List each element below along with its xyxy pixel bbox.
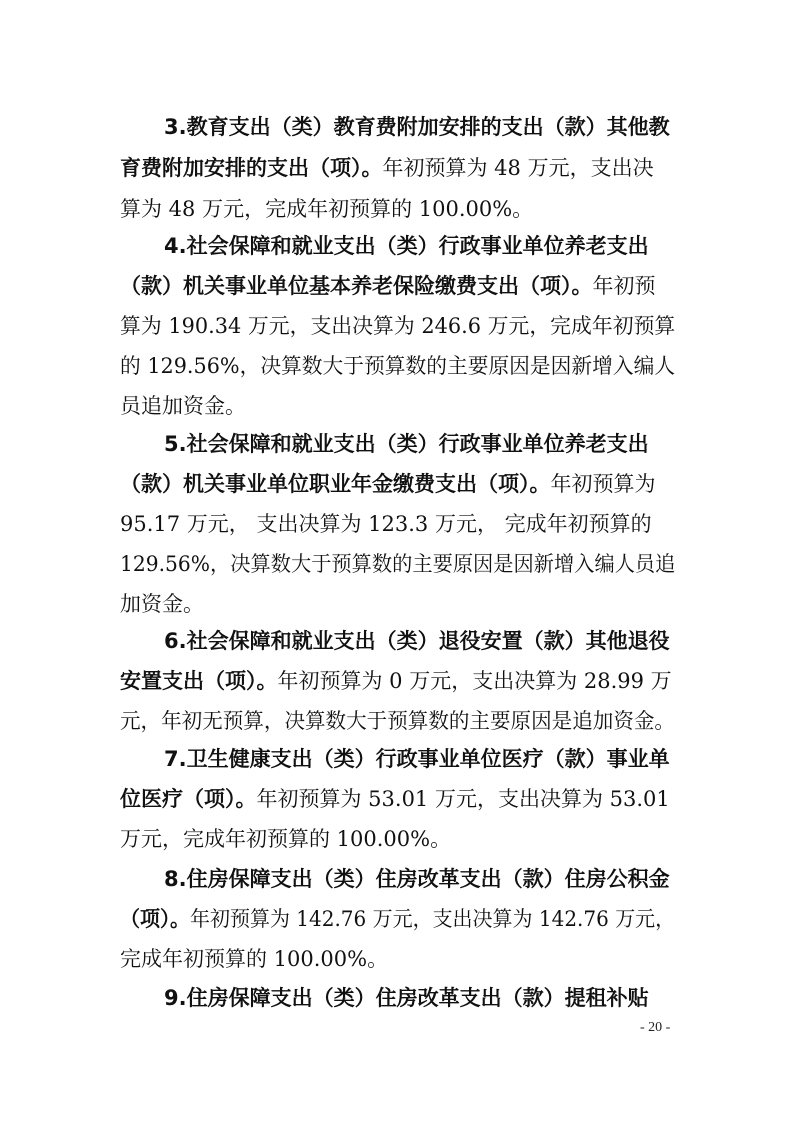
heading-text: （款）机关事业单位职业年金缴费支出（项）。 [120, 472, 551, 496]
heading-text: （项）。 [120, 907, 190, 931]
body-text: 的 129.56%，决算数大于预算数的主要原因是因新增入编人 [120, 354, 676, 378]
paragraph-line [164, 232, 649, 260]
body-text: 员追加资金。 [120, 394, 246, 418]
body-text: 年初预算为 53.01 万元，支出决算为 53.01 [256, 787, 670, 811]
paragraph-line [120, 667, 672, 695]
body-text: 年初预算为 48 万元，支出决 [382, 156, 654, 180]
paragraph-line [164, 113, 670, 141]
heading-text: 安置支出（项）。 [120, 669, 278, 693]
heading-text: 4.社会保障和就业支出（类）行政事业单位养老支出 [164, 234, 649, 258]
heading-text: 8.住房保障支出（类）住房改革支出（款）住房公积金 [164, 867, 670, 891]
body-text: 万元，完成年初预算的 100.00%。 [120, 827, 452, 851]
paragraph-line [164, 430, 649, 458]
paragraph-line [120, 470, 656, 498]
heading-text: 7.卫生健康支出（类）行政事业单位医疗（款）事业单 [164, 747, 670, 771]
body-text: 完成年初预算的 100.00%。 [120, 947, 389, 971]
paragraph-line [120, 707, 675, 735]
heading-text: 3.教育支出（类）教育费附加安排的支出（款）其他教 [164, 115, 670, 139]
paragraph-line [120, 825, 451, 853]
body-text: 95.17 万元， 支出决算为 123.3 万元， 完成年初预算的 [120, 512, 652, 536]
heading-text: 位医疗（项）。 [120, 787, 257, 811]
paragraph-line [120, 312, 675, 340]
paragraph-line [120, 785, 670, 813]
heading-text: （款）机关事业单位基本养老保险缴费支出（项）。 [120, 274, 593, 298]
body-text: 加资金。 [120, 592, 204, 616]
paragraph-line [120, 272, 656, 300]
paragraph-line [164, 627, 670, 655]
paragraph-line [120, 510, 652, 538]
heading-text: 9.住房保障支出（类）住房改革支出（款）提租补贴 [164, 986, 649, 1010]
paragraph-line [120, 195, 533, 223]
body-text: 元，年初无预算，决算数大于预算数的主要原因是追加资金。 [120, 709, 675, 733]
paragraph-line [120, 154, 654, 182]
body-text: 算为 48 万元，完成年初预算的 100.00%。 [120, 197, 534, 221]
paragraph-line [164, 865, 670, 893]
body-text: 年初预算为 0 万元，支出决算为 28.99 万 [277, 669, 672, 693]
paragraph-line [164, 984, 649, 1012]
body-text: 年初预算为 142.76 万元，支出决算为 142.76 万元， [189, 907, 676, 931]
heading-text: 育费附加安排的支出（项）。 [120, 156, 383, 180]
body-text: 年初预算为 [550, 472, 656, 496]
paragraph-line [120, 905, 675, 933]
body-text: 年初预 [592, 274, 656, 298]
body-text: 129.56%，决算数大于预算数的主要原因是因新增入编人员追 [120, 552, 676, 576]
heading-text: 6.社会保障和就业支出（类）退役安置（款）其他退役 [164, 629, 670, 653]
paragraph-line [120, 945, 388, 973]
paragraph-line [120, 550, 675, 578]
paragraph-line [164, 745, 670, 773]
paragraph-line [120, 590, 204, 618]
paragraph-line [120, 352, 675, 380]
body-text: 算为 190.34 万元，支出决算为 246.6 万元，完成年初预算 [120, 314, 676, 338]
page-number: - 20 - [640, 1020, 671, 1035]
paragraph-line [120, 392, 246, 420]
heading-text: 5.社会保障和就业支出（类）行政事业单位养老支出 [164, 432, 649, 456]
